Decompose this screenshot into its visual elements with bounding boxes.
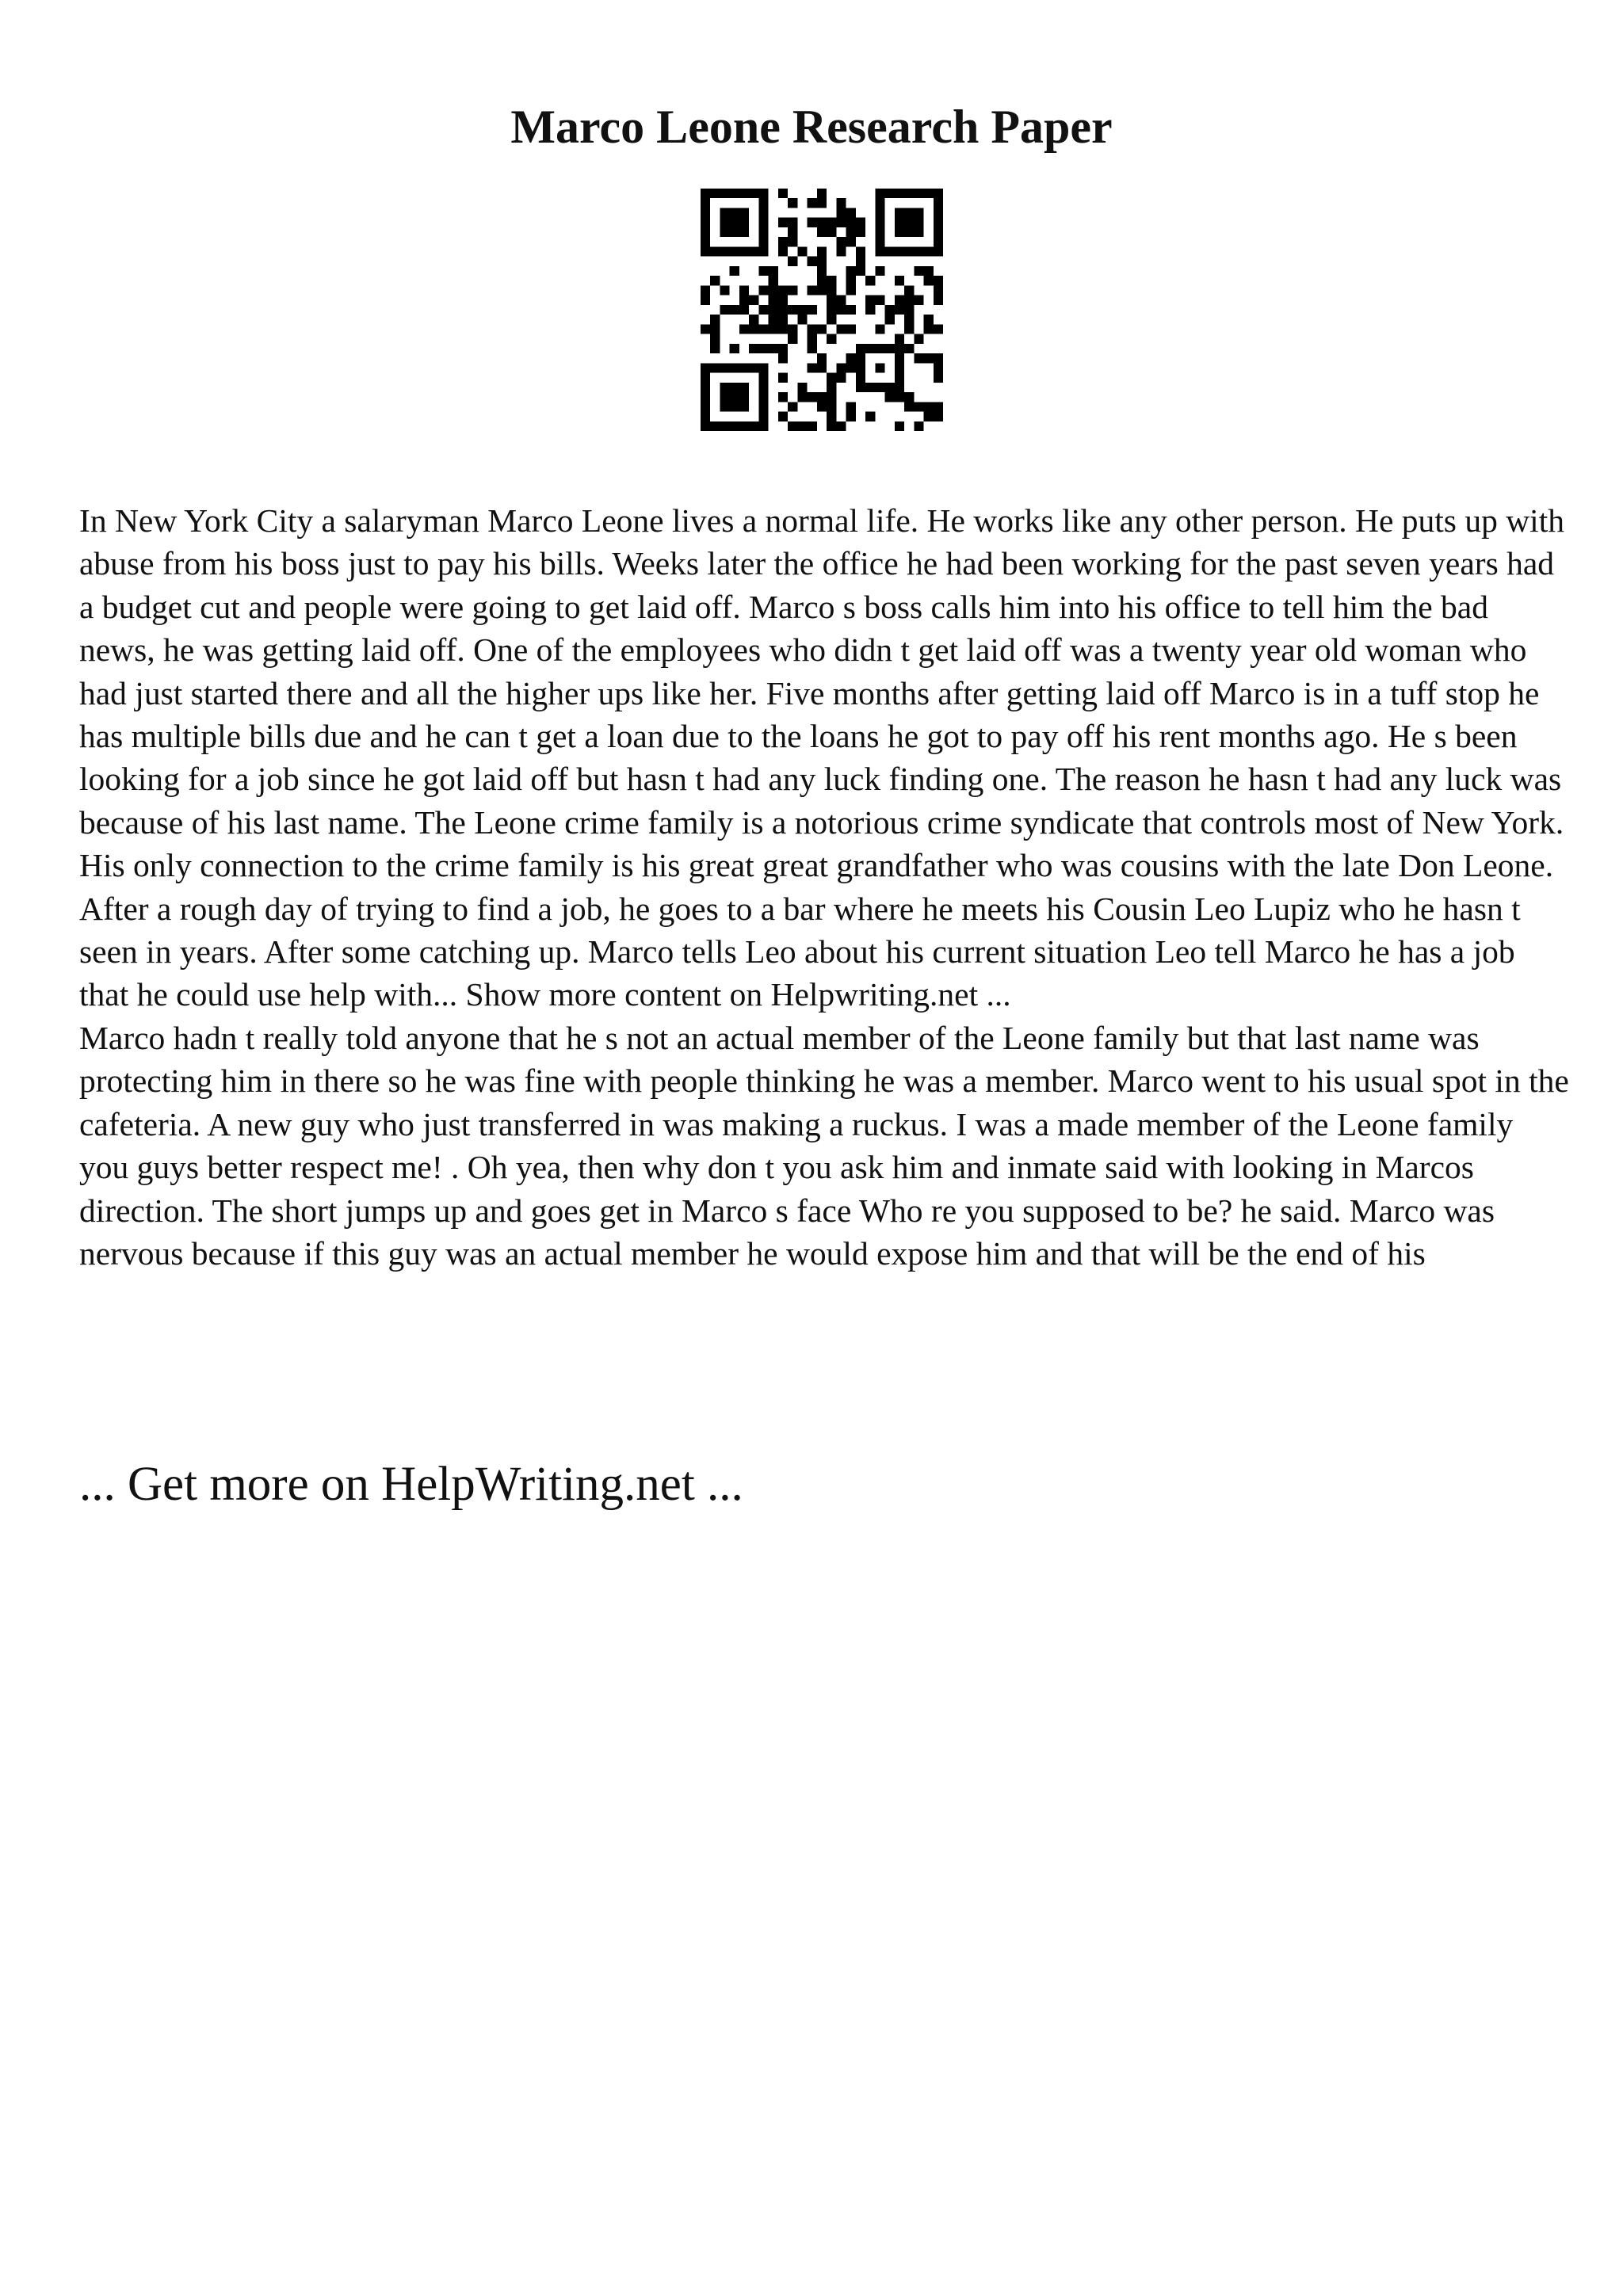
qr-code-icon xyxy=(701,189,943,431)
paragraph-1: In New York City a salaryman Marco Leone lives a normal life. He works like any other person. He puts up with abuse from his boss just to pay his bills. Weeks later the office he had been working for the past seven years had a budget cut and people were going to get laid off. Marco s boss calls him into his office to tell him the bad news, he was getting laid off. One of the employees who didn t get laid off was a twenty year old woman who had just started there and all the higher ups like her. Five months after getting laid off Marco is in a tuff stop he has multiple bills due and he can t get a loan due to the loans he got to pay off his rent months ago. He s been looking for a job since he got laid off but hasn t had any luck finding one. The reason he hasn t had any luck was because of his last name. The Leone crime family is a notorious crime syndicate that controls most of New York. His only connection to the crime family is his great great grandfather who was cousins with the late Don Leone. After a rough day of trying to find a job, he goes to a bar where he meets his Cousin Leo Lupiz who he hasn t seen in years. After some catching up. Marco tells Leo about his current situation Leo tell Marco he has a job that he could use help with... Show more content on Helpwriting.net ... xyxy=(79,502,1564,1013)
paragraph-2: Marco hadn t really told anyone that he s not an actual member of the Leone family but that last name was protecting him in there so he was fine with people thinking he was a member. Marco went to his usual spot in the cafeteria. A new guy who just transferred in was making a ruckus. I was a made member of the Leone family you guys better respect me! . Oh yea, then why don t you ask him and inmate said with looking in Marcos direction. The short jumps up and goes get in Marco s face Who re you supposed to be? he said. Marco was nervous because if this guy was an actual member he would expose him and that will be the end of his xyxy=(79,1019,1569,1272)
page-title: Marco Leone Research Paper xyxy=(510,101,1113,153)
body-text xyxy=(79,499,1569,1275)
get-more-link[interactable]: ... Get more on HelpWriting.net ... xyxy=(79,1458,743,1511)
